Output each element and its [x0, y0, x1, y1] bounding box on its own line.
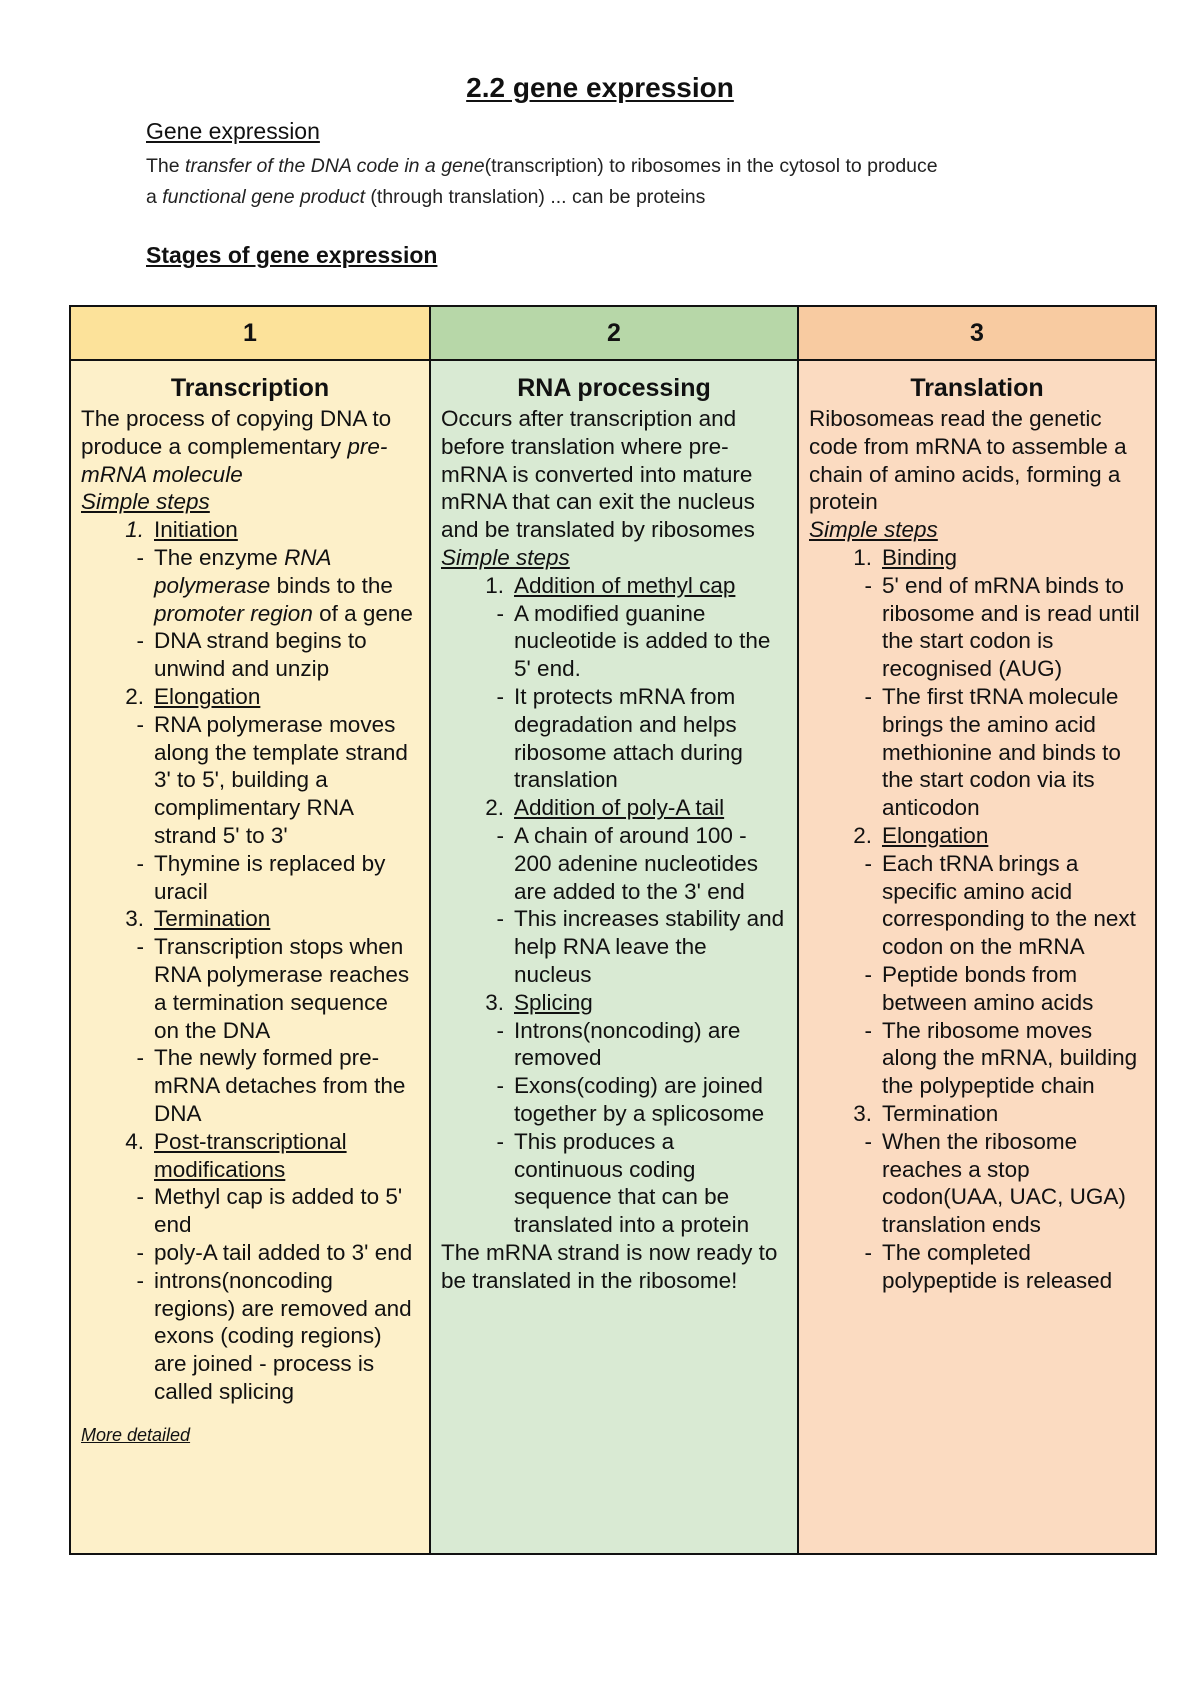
bullet-item: - The first tRNA molecule brings the amino acid methionine and binds to the start codon via its anticodon: [864, 683, 1121, 821]
bullet-item: - When the ribosome reaches a stop codon(UAA, UAC, UGA) translation ends: [864, 1128, 1126, 1238]
step-heading: 1. Addition of methyl cap: [485, 572, 736, 598]
rna-processing-cell: [430, 360, 798, 1554]
step-heading: 2. Elongation: [125, 683, 261, 709]
bullet-item: - Thymine is replaced by uracil: [136, 850, 386, 904]
simple-steps-label: Simple steps: [81, 489, 210, 515]
stage-description: Occurs after transcription and before translation where pre-mRNA is converted into mature mRNA that can exit the nucleus and be translated by ribosomes: [441, 406, 755, 543]
bullet-item: - This increases stability and help RNA leave the nucleus: [496, 906, 785, 987]
intro-emphasis: transfer of the DNA code in a gene: [185, 155, 485, 177]
intro-section: [146, 118, 1096, 213]
step-heading: 2. Addition of poly-A tail: [485, 795, 725, 821]
page-title: 2.2 gene expression: [466, 72, 734, 103]
bullet-item: - The newly formed pre-mRNA detaches from the DNA: [136, 1045, 406, 1126]
step-heading: 1. Initiation: [125, 517, 238, 543]
intro-paragraph: [146, 151, 1096, 213]
bullet-item: - DNA strand begins to unwind and unzip: [136, 628, 367, 682]
bullet-item: - A modified guanine nucleotide is added to the 5' end.: [496, 600, 771, 682]
stage-description: Ribosomeas read the genetic code from mRNA to assemble a chain of amino acids, forming a protein: [809, 406, 1127, 515]
intro-text: a: [146, 186, 163, 208]
simple-steps-label: Simple steps: [441, 544, 570, 570]
bullet-item: - This produces a continuous coding sequence that can be translated into a protein: [496, 1128, 750, 1238]
stage-footer: The mRNA strand is now ready to be translated in the ribosome!: [441, 1239, 778, 1293]
stages-heading: Stages of gene expression: [146, 242, 438, 268]
step-heading: 2. Elongation: [853, 822, 989, 848]
step-heading: 4. Post-transcriptional modifications: [125, 1128, 347, 1182]
intro-emphasis: functional gene product: [162, 186, 365, 208]
bullet-item: - Methyl cap is added to 5' end: [136, 1184, 403, 1238]
intro-text: The: [146, 155, 186, 177]
section-heading-gene-expression: Gene expression: [146, 118, 320, 144]
bullet-item: - poly-A tail added to 3' end: [136, 1239, 413, 1265]
stage-title: Transcription: [170, 374, 330, 402]
bullet-item: - Introns(noncoding) are removed: [496, 1017, 741, 1071]
intro-text: (transcription) to ribosomes in the cytosol to produce: [484, 155, 938, 177]
bullet-item: - introns(noncoding regions) are removed and exons (coding regions) are joined - process is called splicing: [136, 1267, 412, 1404]
stages-table: [69, 305, 1157, 1555]
stage-title: RNA processing: [517, 374, 711, 402]
step-heading: 3. Termination: [853, 1100, 999, 1126]
step-heading: 3. Termination: [125, 906, 271, 932]
bullet-item: - A chain of around 100 - 200 adenine nucleotides are added to the 3' end: [496, 822, 758, 904]
content-row: [70, 360, 1156, 1554]
bullet-item: - It protects mRNA from degradation and helps ribosome attach during translation: [496, 683, 743, 793]
step-heading: 1. Binding: [853, 544, 958, 570]
bullet-item: - Each tRNA brings a specific amino acid corresponding to the next codon on the mRNA: [864, 850, 1136, 960]
step-heading: 3. Splicing: [485, 989, 593, 1015]
header-row: [70, 306, 1156, 360]
simple-steps-label: Simple steps: [809, 517, 938, 543]
bullet-item: - The ribosome moves along the mRNA, building the polypeptide chain: [864, 1017, 1138, 1099]
stage-description: The process of copying DNA to produce a complementary pre-mRNA molecule: [81, 406, 392, 487]
more-detailed-link[interactable]: More detailed: [81, 1424, 191, 1445]
bullet-item: - Peptide bonds from between amino acids: [864, 961, 1094, 1015]
bullet-item: - 5' end of mRNA binds to ribosome and is read until the start codon is recognised (AUG): [864, 572, 1140, 682]
header-cell-1: 1: [70, 306, 430, 360]
bullet-item: - The completed polypeptide is released: [864, 1239, 1113, 1293]
bullet-item: - Transcription stops when RNA polymerase reaches a termination sequence on the DNA: [136, 934, 410, 1043]
bullet-item: - RNA polymerase moves along the template strand 3' to 5', building a complimentary RNA strand 5' to 3': [136, 711, 408, 848]
transcription-cell: [70, 360, 430, 1554]
intro-text: (through translation) ... can be proteins: [365, 186, 706, 208]
header-cell-2: 2: [430, 306, 798, 360]
translation-cell: [798, 360, 1156, 1554]
stage-title: Translation: [910, 374, 1044, 402]
header-cell-3: 3: [798, 306, 1156, 360]
bullet-item: - Exons(coding) are joined together by a splicosome: [496, 1073, 765, 1126]
emphasis: pre-mRNA molecule: [81, 433, 388, 487]
bullet-item: - The enzyme RNA polymerase binds to the promoter region of a gene: [136, 544, 413, 626]
